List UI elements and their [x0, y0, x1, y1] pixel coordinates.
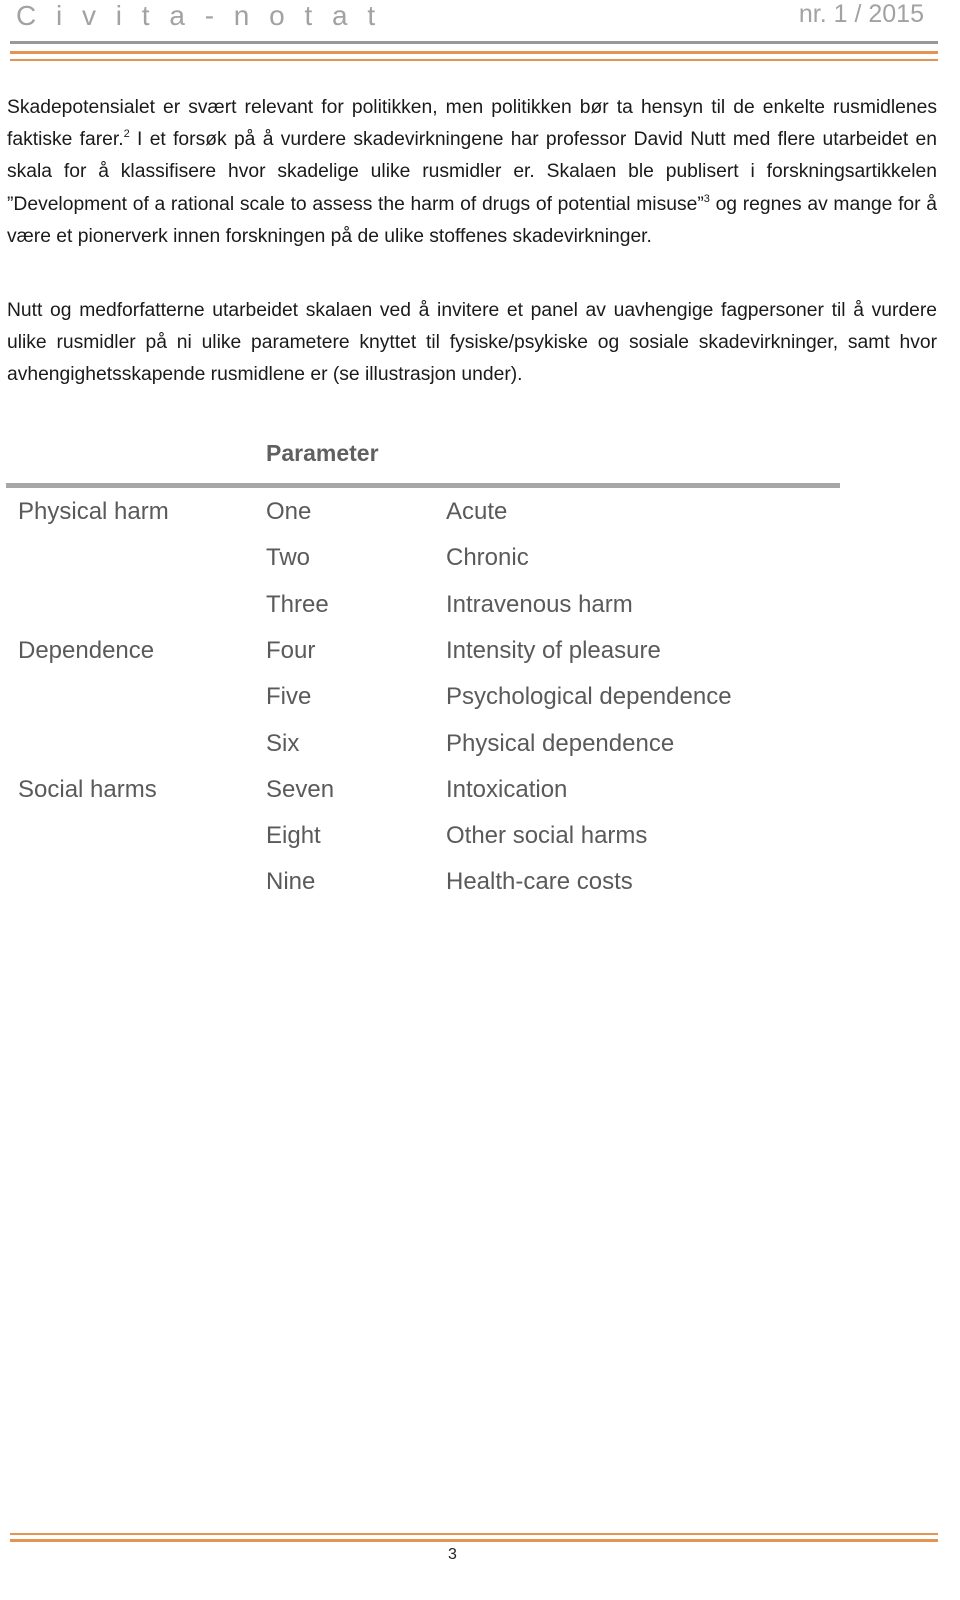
figure-parameter-name: Health-care costs: [446, 868, 633, 895]
figure-parameter-name: Other social harms: [446, 822, 648, 849]
footnote-ref-3[interactable]: 3: [703, 192, 710, 205]
figure-parameter-number: One: [266, 498, 312, 525]
figure-parameter-name: Intravenous harm: [446, 591, 633, 618]
figure-parameter-number: Two: [266, 544, 311, 571]
page-number: 3: [448, 1546, 457, 1563]
figure-parameter-name: Intensity of pleasure: [446, 637, 661, 664]
figure-parameter-number: Seven: [266, 776, 335, 803]
footer-accent-rule-thick: [10, 1539, 938, 1542]
figure-parameter-name: Psychological dependence: [446, 683, 732, 710]
figure-parameter-name: Chronic: [446, 544, 529, 571]
figure-category: Social harms: [18, 776, 157, 803]
figure-category: Physical harm: [18, 498, 169, 525]
footer-accent-rule: [10, 1533, 938, 1535]
header-divider: [10, 41, 938, 44]
figure-parameter-number: Eight: [266, 822, 321, 849]
paragraph-2: Nutt og medforfatterne utarbeidet skalaen ved å invitere et panel av uavhengige fagpersoner til å vurdere ulike rusmidler på ni ulike parametere knyttet til fysiske/psykiske og sosiale skadevirkninger, samt hvor avhengighetsskapende rusmidlene er (se illustrasjon under).: [7, 300, 937, 386]
header-accent-rule-thin: [10, 59, 938, 61]
figure-parameter-number: Six: [266, 730, 300, 757]
parameter-table-figure: [6, 440, 840, 910]
figure-parameter-number: Five: [266, 683, 312, 710]
publication-title: C i v i t a - n o t a t: [16, 0, 382, 31]
figure-parameter-name: Physical dependence: [446, 730, 675, 757]
page-header: [14, 0, 938, 40]
paragraph-1: Skadepotensialet er svært relevant for politikken, men politikken bør ta hensyn til de enkelte rusmidlenes faktiske farer.$^2$ I et forsøk på å vurdere skadevirkningene har professor David Nutt med flere utarbeidet en skala for å klassifisere hvor skadelige ulike rusmidler er. Skalaen ble publisert i forskningsartikkelen ”Development of a rational scale to assess the harm of drugs of potential misuse”$^3$ og regnes av mange for å være et pionerverk innen forskningen på de ulike stoffenes skadevirkninger.: [7, 97, 937, 247]
figure-parameter-name: Intoxication: [446, 776, 568, 803]
figure-parameter-number: Three: [266, 591, 329, 618]
figure-parameter-number: Nine: [266, 868, 316, 895]
figure-parameter-number: Four: [266, 637, 316, 664]
footnote-ref-2[interactable]: 2: [123, 128, 130, 141]
figure-column-header: Parameter: [266, 440, 379, 466]
figure-category: Dependence: [18, 637, 155, 664]
figure-parameter-name: Acute: [446, 498, 508, 525]
figure-header-rule: [6, 483, 840, 488]
header-accent-rule: [10, 51, 938, 54]
issue-number: nr. 1 / 2015: [798, 0, 924, 28]
